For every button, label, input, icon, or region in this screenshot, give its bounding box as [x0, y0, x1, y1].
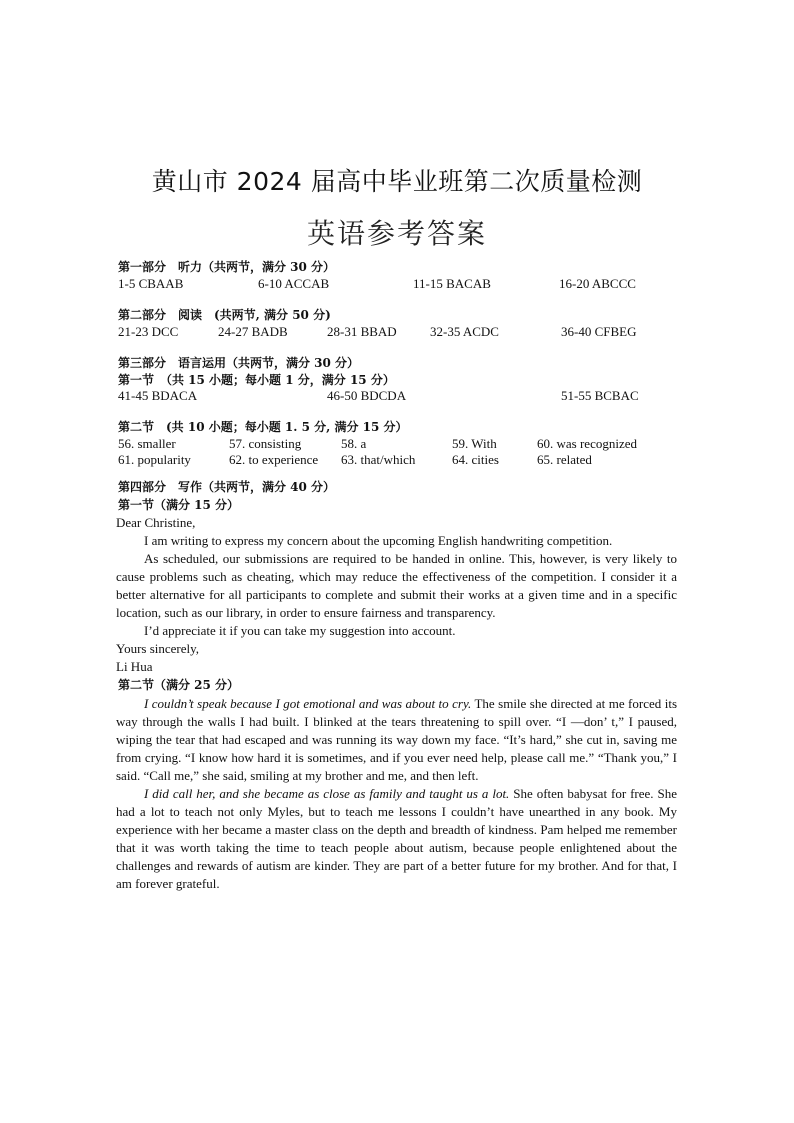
answer-group: 21-23 DCC: [118, 324, 179, 339]
page-subtitle: 英语参考答案: [306, 217, 487, 250]
blank-answer: 59. With: [452, 436, 497, 451]
blank-answer: 60. was recognized: [537, 436, 637, 451]
part2-heading: 第二部分 阅读 (共两节, 满分 50 分): [118, 308, 331, 322]
letter-paragraph: I’d appreciate it if you can take my suggestion into account.: [144, 623, 456, 638]
part4-section2-heading: 第二节（满分 25 分）: [118, 678, 240, 692]
story-body: She often babysat for free. She had a lot to teach not only Myles, but to teach me lessons I couldn’t have unearthed in any book. My experience with her became a master class on the depth and breadth of kindness. Pam helped me remember that it was worth taking the time to teach people about autism, because people enlightened about the challenges and rewards of autism are kinder. They are part of a better future for my brother. And for that, I am forever grateful.: [116, 786, 677, 891]
answer-group: 24-27 BADB: [218, 324, 288, 339]
letter-signature: Li Hua: [116, 659, 153, 674]
answer-group: 36-40 CFBEG: [561, 324, 637, 339]
story-body: The smile she directed at me forced its way through the walls I had built. I blinked at the tears threatening to spill over. “I —don’ t,” I paused, wiping the tear that had escaped and was running its way down my face. “It’s hard,” she cut in, saving me from crying. “I know how hard it is sometimes, and if you ever need help, please call me.” “Thank you,” I said. “Call me,” she said, smiling at my brother and me, and then left.: [116, 696, 677, 783]
part3-section1-heading: 第一节 （共 15 小题；每小题 1 分，满分 15 分）: [118, 373, 395, 387]
letter-paragraph: As scheduled, our submissions are required to be handed in online. This, however, is very likely to cause problems such as cheating, which may reduce the effectiveness of the competition. I consider it a better alternative for all participants to complete and submit their works at a given time and in a specific location, such as our library, in order to ensure fairness and transparency.: [116, 551, 677, 620]
answer-group: 28-31 BBAD: [327, 324, 397, 339]
answer-group: 6-10 ACCAB: [258, 276, 330, 291]
blank-answer: 56. smaller: [118, 436, 176, 451]
letter-paragraph: I am writing to express my concern about the upcoming English handwriting competition.: [144, 533, 613, 548]
story-paragraph: [116, 695, 677, 785]
answer-group: 51-55 BCBAC: [561, 388, 639, 403]
answer-group: 1-5 CBAAB: [118, 276, 184, 291]
letter-greeting: Dear Christine,: [116, 515, 196, 530]
story-lead-sentence: I couldn’t speak because I got emotional and was about to cry.: [144, 696, 472, 711]
story-paragraph: [116, 785, 677, 893]
letter-closing: Yours sincerely,: [116, 641, 200, 656]
part3-heading: 第三部分 语言运用（共两节，满分 30 分）: [118, 356, 360, 370]
blank-answer: 64. cities: [452, 452, 499, 467]
answer-group: 16-20 ABCCC: [559, 276, 636, 291]
part1-heading: 第一部分 听力（共两节，满分 30 分）: [118, 260, 336, 274]
blank-answer: 65. related: [537, 452, 592, 467]
blank-answer: 63. that/which: [341, 452, 416, 467]
part4-heading: 第四部分 写作（共两节，满分 40 分）: [118, 480, 336, 494]
story-lead-sentence: I did call her, and she became as close as family and taught us a lot.: [144, 786, 510, 801]
part4-section1-heading: 第一节（满分 15 分）: [118, 498, 240, 512]
blank-answer: 57. consisting: [229, 436, 302, 451]
blank-answer: 58. a: [341, 436, 367, 451]
answer-group: 11-15 BACAB: [413, 276, 491, 291]
answer-group: 41-45 BDACA: [118, 388, 198, 403]
answer-group: 32-35 ACDC: [430, 324, 499, 339]
blank-answer: 62. to experience: [229, 452, 319, 467]
blank-answer: 61. popularity: [118, 452, 191, 467]
page-title: 黄山市 2024 届高中毕业班第二次质量检测: [151, 167, 643, 196]
answer-group: 46-50 BDCDA: [327, 388, 407, 403]
part3-section2-heading: 第二节 (共 10 小题；每小题 1. 5 分, 满分 15 分）: [118, 420, 408, 434]
